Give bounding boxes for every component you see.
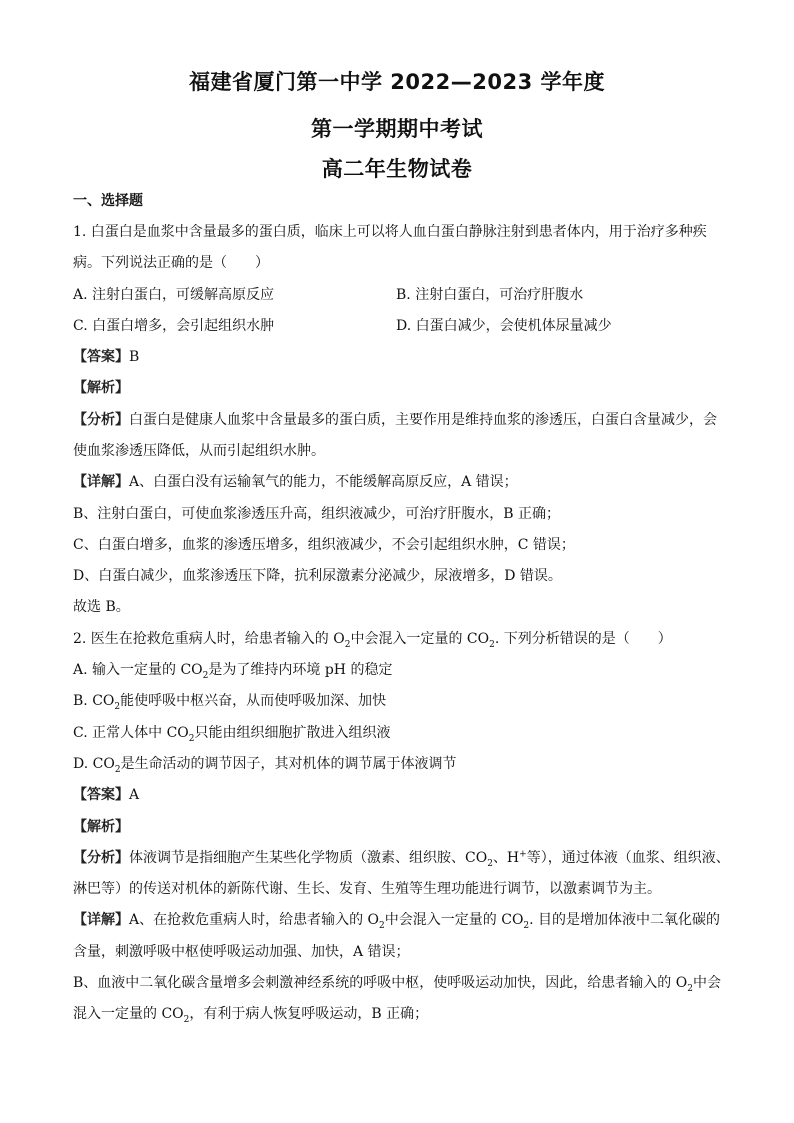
q2-option-a-part1: A. 输入一定量的 CO <box>73 662 203 678</box>
q2-option-a-sub: 2 <box>202 670 209 681</box>
q1-option-a: A. 注射白蛋白，可缓解高原反应 <box>73 287 275 303</box>
q1-stem-line2: 病。下列说法正确的是（ ） <box>73 255 269 271</box>
q2-fenxi-tag: 【分析】 <box>73 850 129 866</box>
q1-option-b: B. 注射白蛋白，可治疗肝腹水 <box>396 287 584 303</box>
q2-option-d-part2: 是生命活动的调节因子，其对机体的调节属于体液调节 <box>120 756 457 772</box>
q2-option-d <box>73 754 733 774</box>
q2-detail-b1-part1: B、血液中二氧化碳含量增多会刺激神经系统的呼吸中枢，使呼吸运动加快，因此，给患者输入的 O <box>73 975 688 991</box>
q1-fenxi-tag: 【分析】 <box>73 412 129 428</box>
section-heading: 一、选择题 <box>73 193 143 209</box>
q2-detail-a1-sub1: 2 <box>379 920 385 931</box>
q1-fenxi-line1 <box>73 410 733 430</box>
q2-option-b-part1: B. CO <box>73 693 115 709</box>
q1-option-d: D. 白蛋白减少，会使机体尿量减少 <box>396 318 612 334</box>
q2-fenxi-sup: + <box>519 849 527 860</box>
q2-detail-b2-part2: ，有利于病人恢复呼吸运动，B 正确； <box>189 1006 429 1022</box>
q2-detail-tag: 【详解】 <box>73 912 129 928</box>
q2-answer-value: A <box>129 787 140 803</box>
q2-option-a-part2: 是为了维持内环境 pH 的稳定 <box>208 662 393 678</box>
q2-detail-b1-sub: 2 <box>687 983 693 994</box>
q2-option-b-part2: 能使呼吸中枢兴奋，从而使呼吸加深、加快 <box>120 693 387 709</box>
q2-detail-b2-sub: 2 <box>183 1014 190 1025</box>
q2-stem-part3: . 下列分析错误的是（ ） <box>494 631 672 647</box>
q2-detail-b1 <box>73 973 733 993</box>
q2-detail-b2-part1: 混入一定量的 CO <box>73 1006 184 1022</box>
q1-detail-a <box>73 472 733 492</box>
q1-option-c: C. 白蛋白增多，会引起组织水肿 <box>73 318 275 334</box>
q2-fenxi-line2: 淋巴等）的传送对机体的新陈代谢、生长、发育、生殖等生理功能进行调节，以激素调节为主。 <box>73 881 661 897</box>
q2-stem <box>73 629 733 649</box>
q2-option-b-sub: 2 <box>114 701 121 712</box>
q2-fenxi-line1 <box>73 848 733 868</box>
q2-fenxi-part1: 体液调节是指细胞产生某些化学物质（激素、组织胺、CO <box>129 850 488 866</box>
q2-stem-sub2: 2 <box>489 639 495 650</box>
q1-fenxi-line2: 使血浆渗透压降低，从而引起组织水肿。 <box>73 443 325 459</box>
q2-stem-sub1: 2 <box>344 639 351 650</box>
q2-detail-b2 <box>73 1004 733 1024</box>
q1-fenxi-text1: 白蛋白是健康人血浆中含量最多的蛋白质，主要作用是维持血浆的渗透压，白蛋白含量减少，会 <box>129 412 717 428</box>
q2-option-c-part2: 只能由组织细胞扩散进入组织液 <box>194 725 391 741</box>
q2-option-c-sub: 2 <box>188 733 195 744</box>
exam-title-line1: 福建省厦门第一中学 2022—2023 学年度 <box>188 70 605 94</box>
q2-fenxi-part2: 、H <box>492 850 520 866</box>
q1-answer-value: B <box>129 349 140 365</box>
q2-option-c-part1: C. 正常人体中 CO <box>73 725 189 741</box>
q2-stem-part1: 2. 医生在抢救危重病人时，给患者输入的 O <box>73 631 345 647</box>
exam-title-line2: 第一学期期中考试 <box>311 117 483 141</box>
q2-option-a <box>73 660 733 680</box>
q2-option-d-part1: D. CO <box>73 756 115 772</box>
q1-analysis-label: 【解析】 <box>73 380 129 396</box>
exam-title-line3: 高二年生物试卷 <box>321 157 473 181</box>
q2-detail-b1-part2: 中会 <box>692 975 721 991</box>
q1-stem-line1: 1. 白蛋白是血浆中含量最多的蛋白质，临床上可以将人血白蛋白静脉注射到患者体内，用于治疗多种疾 <box>73 224 707 240</box>
q1-conclusion: 故选 B。 <box>73 599 130 615</box>
q2-detail-a1-part1: A、在抢救危重病人时，给患者输入的 O <box>129 912 380 928</box>
q2-option-c <box>73 723 733 743</box>
q2-analysis-tag <box>73 817 733 837</box>
q1-analysis-tag <box>73 378 733 398</box>
q2-detail-a1-part2: 中会混入一定量的 CO <box>384 912 524 928</box>
q1-detail-a-text: A、白蛋白没有运输氧气的能力，不能缓解高原反应，A 错误； <box>129 474 518 490</box>
q2-stem-part2: 中会混入一定量的 CO <box>350 631 490 647</box>
q2-fenxi-sub: 2 <box>487 858 493 869</box>
q1-detail-c: C、白蛋白增多，血浆的渗透压增多，组织液减少，不会引起组织水肿，C 错误； <box>73 537 575 553</box>
q2-answer-tag: 【答案】 <box>73 787 129 803</box>
q2-detail-a2: 含量，刺激呼吸中枢使呼吸运动加强、加快，A 错误； <box>73 944 410 960</box>
q1-answer-tag: 【答案】 <box>73 349 129 365</box>
q2-option-d-sub: 2 <box>114 764 121 775</box>
q2-detail-a1-part3: . 目的是增加体液中二氧化碳的 <box>529 912 721 928</box>
q2-analysis-label: 【解析】 <box>73 819 129 835</box>
q2-answer <box>73 785 733 805</box>
q1-detail-b: B、注射白蛋白，可使血浆渗透压升高，组织液减少，可治疗肝腹水，B 正确； <box>73 506 561 522</box>
q2-option-b <box>73 691 733 711</box>
q2-detail-a1-sub2: 2 <box>523 920 530 931</box>
q2-fenxi-part3: 等），通过体液（血浆、组织液、 <box>526 850 730 866</box>
q1-detail-tag: 【详解】 <box>73 474 129 490</box>
q1-detail-d: D、白蛋白减少，血浆渗透压下降，抗利尿激素分泌减少，尿液增多，D 错误。 <box>73 568 562 584</box>
q2-detail-a1 <box>73 910 733 930</box>
q1-answer <box>73 347 733 367</box>
